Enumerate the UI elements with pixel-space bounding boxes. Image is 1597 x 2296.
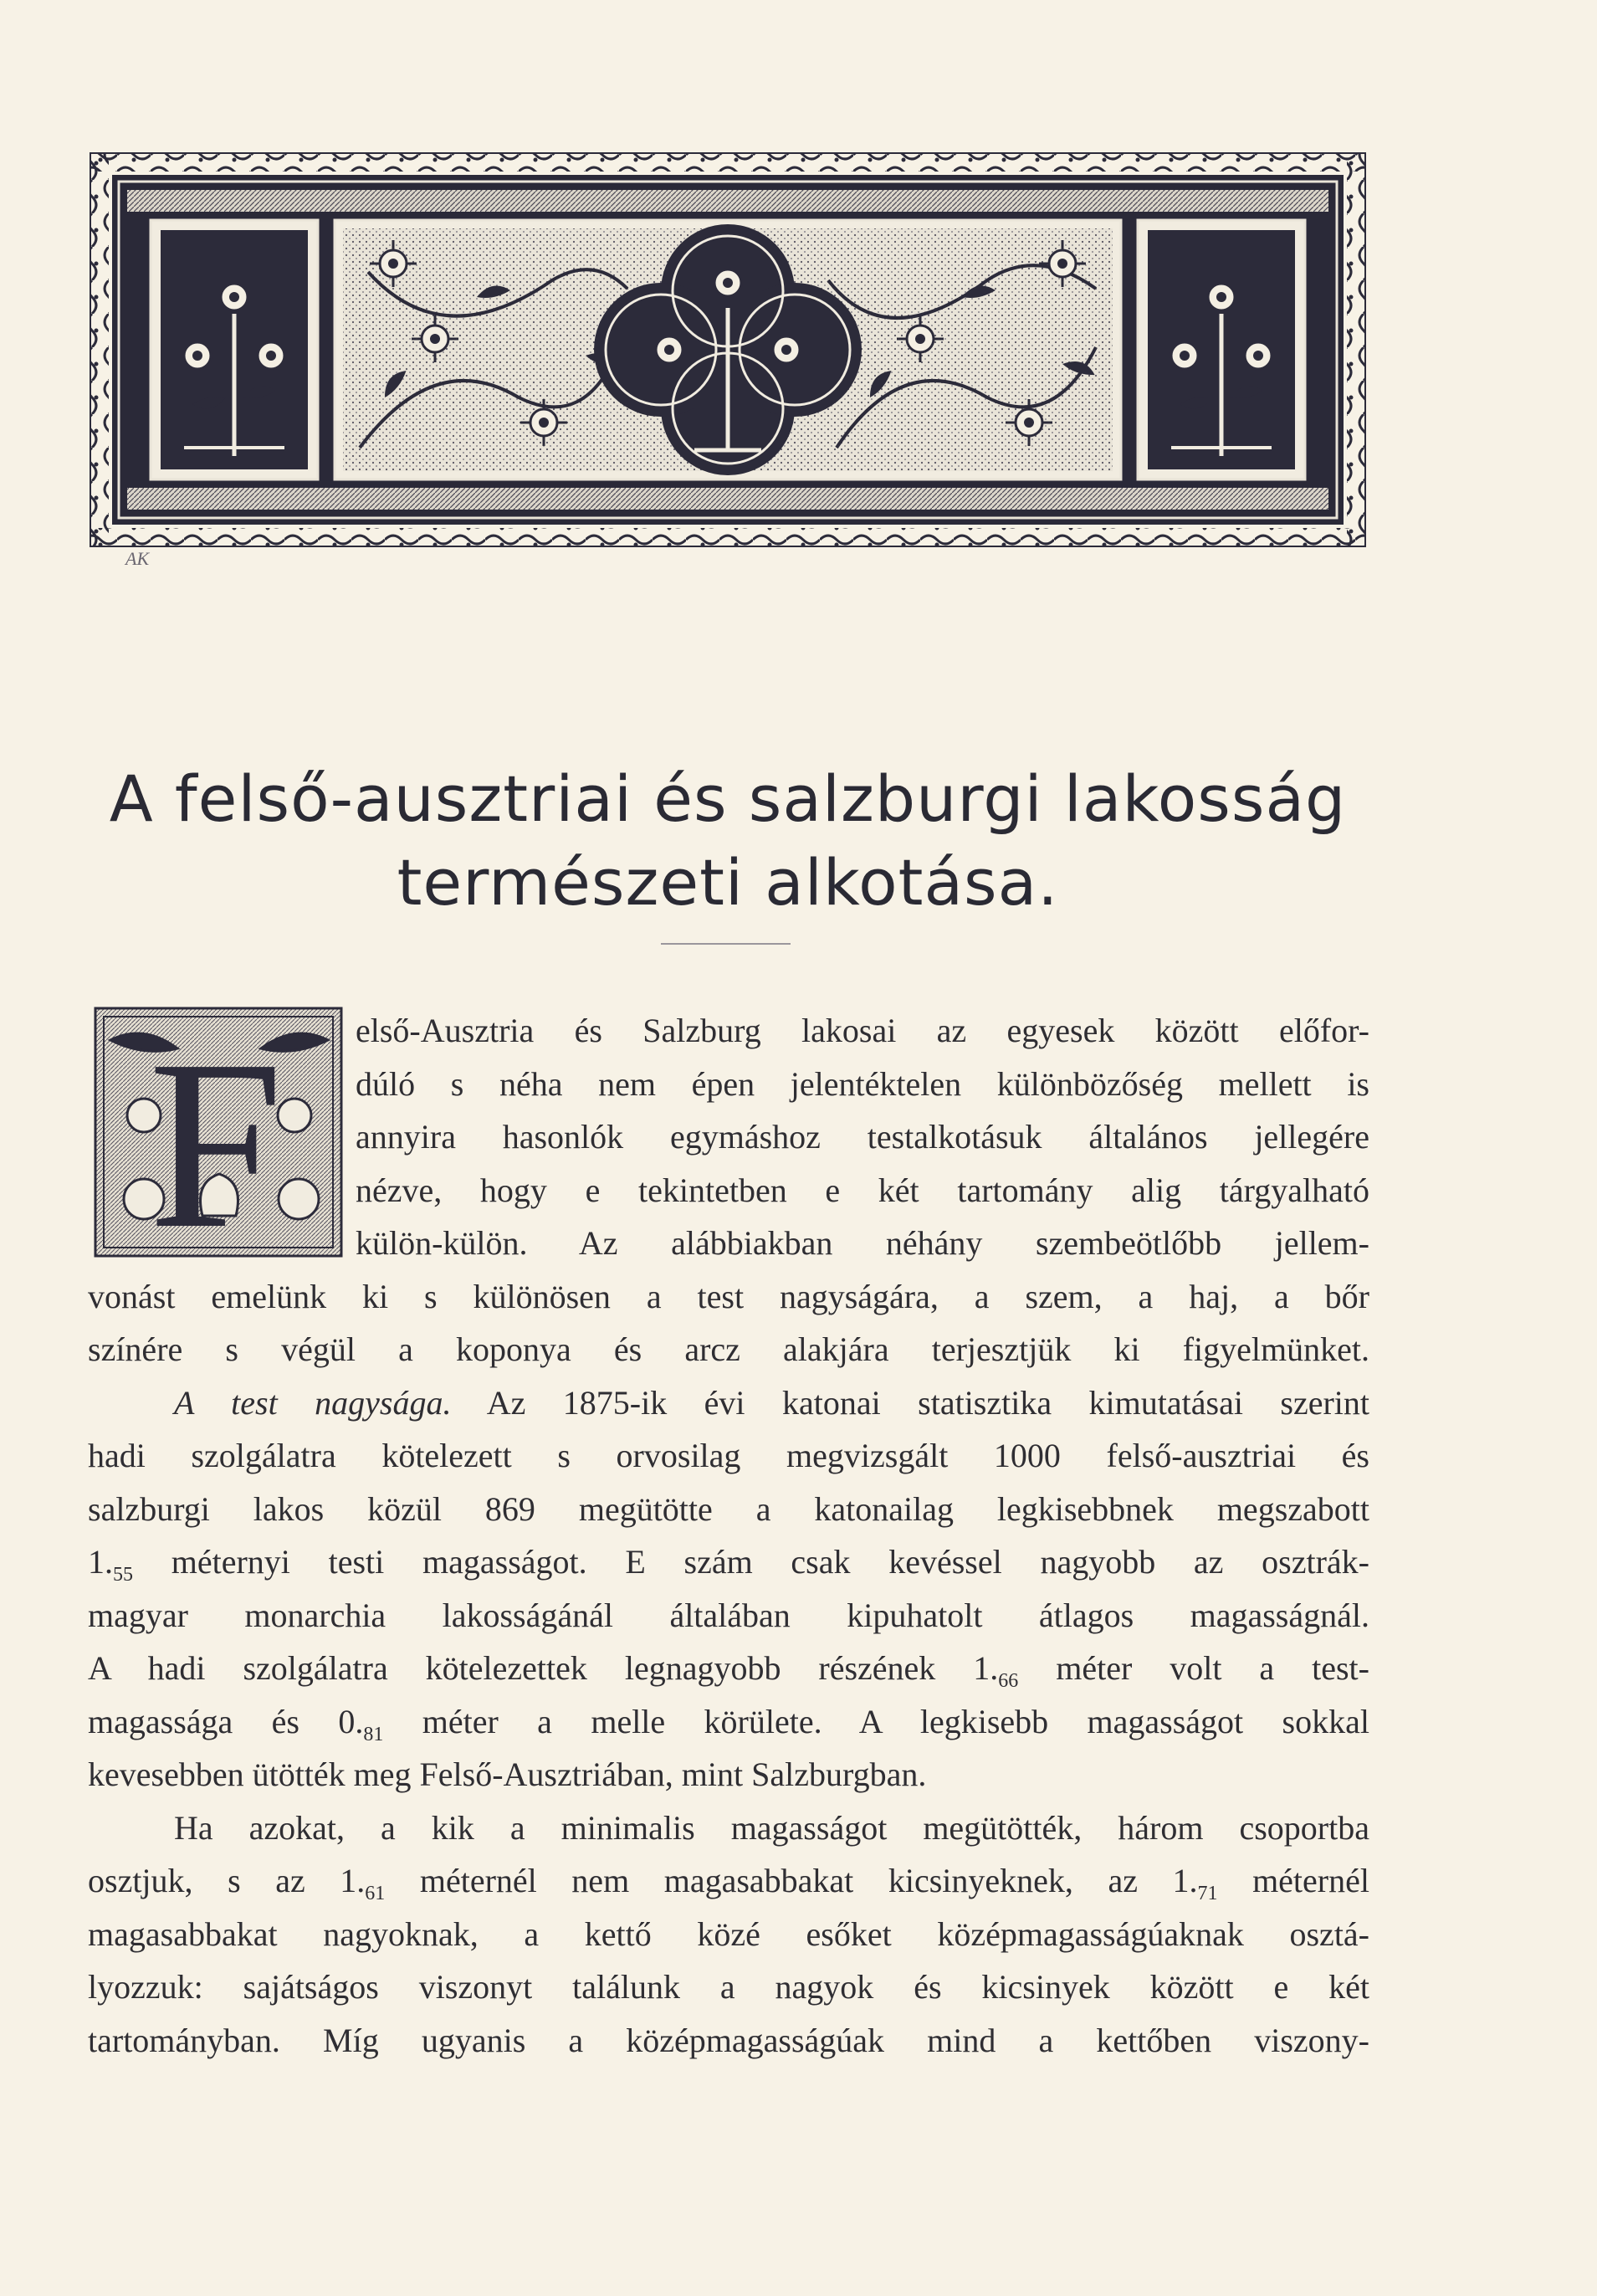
- title-divider: [661, 943, 791, 945]
- text-line: kevesebben ütötték meg Felső-Ausztriában, mint Salzburgban.: [88, 1755, 927, 1793]
- text-line: lyozzuk: sajátságos viszonyt találunk a nagyok és kicsinyek között e két: [88, 1968, 1369, 2006]
- dropcap-letter: F: [148, 1010, 284, 1258]
- text-line: [88, 1854, 1369, 1908]
- text-span: osztjuk, s az 1.: [88, 1862, 366, 1899]
- text-line: első-Ausztria és Salzburg lakosai az egyesek között előfor-: [356, 1012, 1369, 1049]
- text-line: nézve, hogy e tekintetben e két tartomány alig tárgyalható: [356, 1171, 1369, 1209]
- text-span: A hadi szolgálatra kötelezettek legnagyobb részének 1.: [88, 1649, 999, 1687]
- text-line: [88, 1642, 1369, 1695]
- text-span: 1.: [88, 1543, 113, 1581]
- text-line: salzburgi lakos közül 869 megütötte a katonailag legkisebbnek megszabott: [88, 1489, 1369, 1528]
- text-span: Az 1875-ik évi katonai statisztika kimutatásai szerint: [451, 1383, 1370, 1422]
- text-line: [88, 1376, 1369, 1430]
- text-span: méternél nem magasabbakat kicsinyeknek, az 1.: [385, 1862, 1198, 1899]
- text-span: méternyi testi magasságot. E szám csak kevéssel nagyobb az osztrák-: [133, 1543, 1369, 1581]
- text-line: külön-külön. Az alábbiakban néhány szembeötlőbb jellem-: [356, 1224, 1369, 1262]
- decimal-subscript: 81: [363, 1723, 384, 1745]
- section-heading: A test nagysága.: [174, 1383, 452, 1422]
- text-line: annyira hasonlók egymáshoz testalkotásuk általános jellegére: [356, 1118, 1369, 1156]
- body-text: [88, 1004, 1369, 2067]
- text-line: tartományban. Míg ugyanis a középmagasságúak mind a kettőben viszony-: [88, 2021, 1369, 2059]
- text-span: méternél: [1217, 1862, 1369, 1899]
- text-line: magyar monarchia lakosságánál általában kipuhatolt átlagos magasságnál.: [88, 1596, 1369, 1634]
- text-line: [88, 1695, 1369, 1749]
- decimal-subscript: 66: [998, 1670, 1019, 1692]
- text-line: dúló s néha nem épen jelentéktelen különbözőség mellett is: [356, 1064, 1369, 1103]
- decimal-subscript: 55: [113, 1564, 133, 1586]
- text-line: [88, 1535, 1369, 1589]
- title-line-2: természeti alkotása.: [397, 845, 1059, 920]
- engraver-signature: AK: [125, 548, 150, 569]
- text-span: méter a melle körülete. A legkisebb magasságot sokkal: [383, 1702, 1369, 1740]
- text-line: magasabbakat nagyoknak, a kettő közé esőket középmagasságúaknak osztá-: [88, 1914, 1369, 1953]
- title-line-1: A felső-ausztriai és salzburgi lakosság: [109, 761, 1347, 836]
- decimal-subscript: 71: [1197, 1883, 1218, 1904]
- text-line: Ha azokat, a kik a minimalis magasságot megütötték, három csoportba: [174, 1808, 1369, 1847]
- text-line: vonást emelünk ki s különösen a test nagyságára, a szem, a haj, a bőr: [88, 1277, 1369, 1315]
- text-span: magassága és 0.: [88, 1702, 364, 1740]
- ornamental-floral-headpiece-icon: [84, 146, 1372, 561]
- text-span: méter volt a test-: [1018, 1649, 1369, 1687]
- text-line: színére s végül a koponya és arcz alakjára terjesztjük ki figyelmünket.: [88, 1330, 1369, 1368]
- chapter-title: [84, 757, 1372, 925]
- text-line: hadi szolgálatra kötelezett s orvosilag megvizsgált 1000 felső-ausztriai és: [88, 1437, 1369, 1474]
- decimal-subscript: 61: [365, 1883, 386, 1904]
